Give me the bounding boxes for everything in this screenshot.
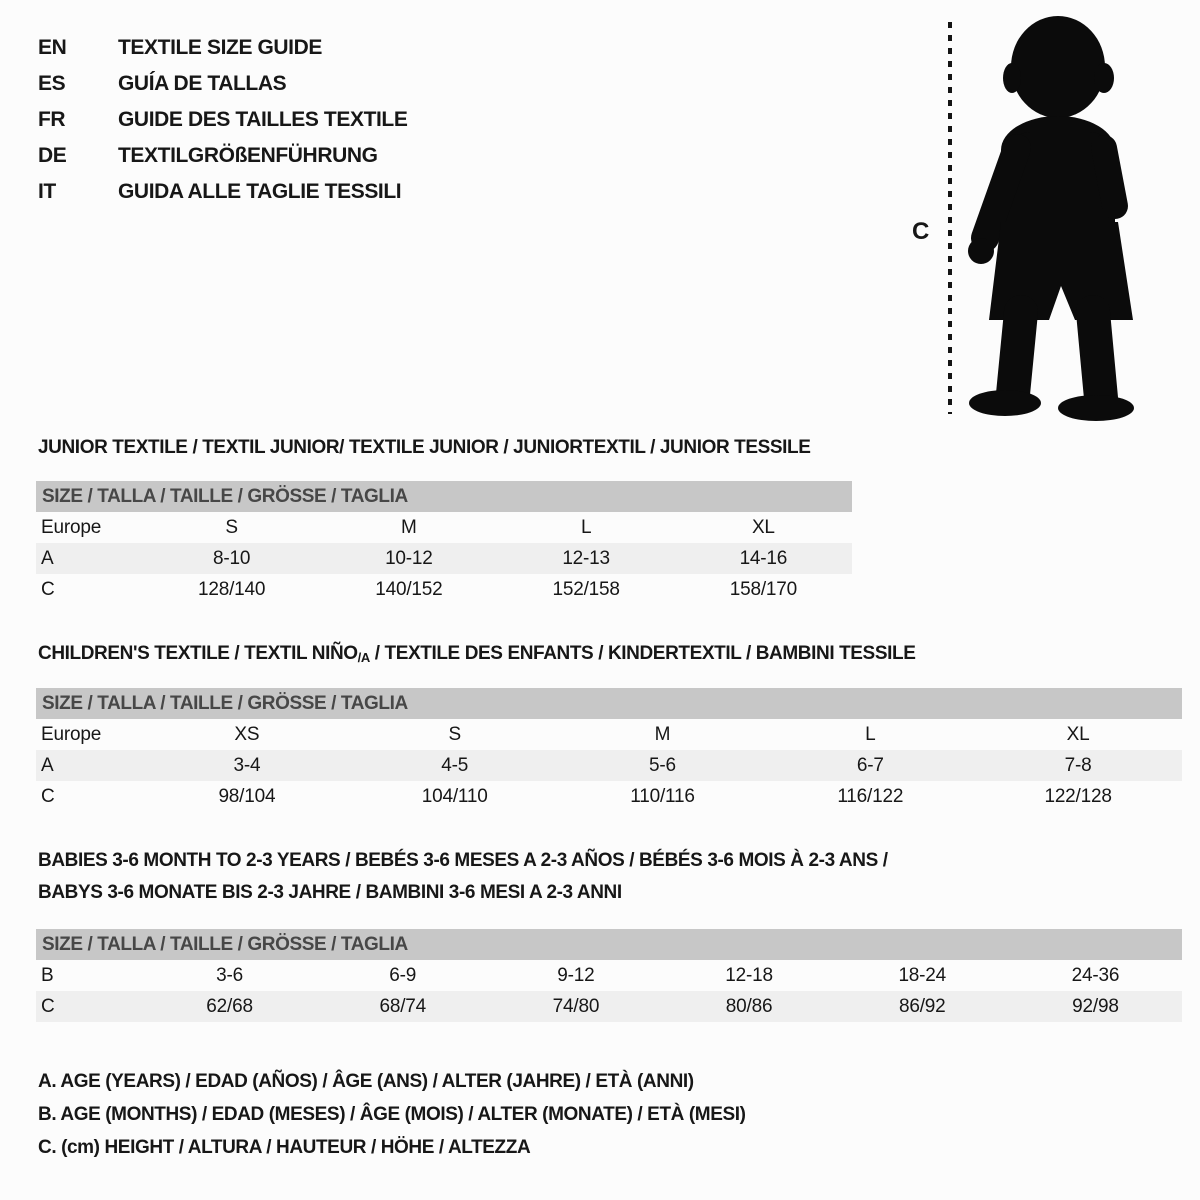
age-cell: 18-24 — [898, 964, 947, 986]
language-row-en — [38, 30, 407, 66]
row-label: C — [41, 995, 55, 1017]
age-cell: 12-18 — [725, 964, 773, 986]
height-cell: 140/152 — [375, 578, 443, 600]
age-cell: 9-12 — [557, 964, 595, 986]
height-cell: 98/104 — [218, 785, 276, 807]
junior-age-row — [36, 543, 852, 574]
babies-months-row — [36, 960, 1182, 991]
size-cell: S — [225, 516, 238, 538]
children-height-row — [36, 781, 1182, 812]
heading-text: / TEXTILE DES ENFANTS / KINDERTEXTIL / BAMBINI TESSILE — [369, 643, 916, 664]
height-cell: 152/158 — [552, 578, 620, 600]
size-cell: XS — [234, 723, 260, 745]
row-label: A — [41, 547, 54, 569]
row-label: C — [41, 785, 55, 807]
row-label: B — [41, 964, 54, 986]
babies-height-row — [36, 991, 1182, 1022]
row-label: Europe — [41, 516, 102, 538]
age-cell: 3-4 — [233, 754, 261, 776]
height-cell: 158/170 — [729, 578, 798, 600]
height-cell: 74/80 — [552, 995, 600, 1017]
legend-age-months: B. AGE (MONTHS) / EDAD (MESES) / ÂGE (MOIS) / ALTER (MONATE) / ETÀ (MESI) — [38, 1104, 746, 1125]
heading-subscript: /A — [357, 650, 370, 665]
language-code: FR — [38, 108, 66, 131]
size-cell: M — [401, 516, 417, 538]
children-europe-row — [36, 719, 1182, 750]
size-cell: L — [865, 723, 876, 745]
age-cell: 24-36 — [1071, 964, 1120, 986]
row-label: A — [41, 754, 54, 776]
height-c-label: C — [912, 218, 930, 245]
age-cell: 4-5 — [441, 754, 469, 776]
height-cell: 80/86 — [725, 995, 773, 1017]
language-code: DE — [38, 144, 67, 167]
legend-age-years: A. AGE (YEARS) / EDAD (AÑOS) / ÂGE (ANS) / ALTER (JAHRE) / ETÀ (ANNI) — [38, 1071, 694, 1092]
guide-title: GUIDE DES TAILLES TEXTILE — [118, 108, 408, 131]
age-cell: 6-7 — [856, 754, 884, 776]
language-row-fr — [38, 102, 407, 138]
age-cell: 5-6 — [649, 754, 676, 776]
children-size-header-bar: SIZE / TALLA / TAILLE / GRÖSSE / TAGLIA — [36, 688, 1182, 719]
children-age-row — [36, 750, 1182, 781]
language-list — [38, 30, 407, 210]
babies-section-heading-line2: BABYS 3-6 MONATE BIS 2-3 JAHRE / BAMBINI 3-6 MESI A 2-3 ANNI — [38, 882, 622, 903]
size-cell: XL — [1066, 723, 1090, 745]
age-cell: 12-13 — [562, 547, 610, 569]
height-cell: 110/116 — [630, 785, 695, 807]
junior-section-heading: JUNIOR TEXTILE / TEXTIL JUNIOR/ TEXTILE JUNIOR / JUNIORTEXTIL / JUNIOR TESSILE — [38, 437, 811, 458]
language-code: EN — [38, 36, 67, 59]
height-cell: 68/74 — [379, 995, 427, 1017]
language-row-it — [38, 174, 407, 210]
size-cell: XL — [751, 516, 775, 538]
junior-europe-row — [36, 512, 852, 543]
legend-height-cm: C. (cm) HEIGHT / ALTURA / HAUTEUR / HÖHE / ALTEZZA — [38, 1137, 531, 1158]
toddler-silhouette-image — [963, 10, 1153, 422]
row-label: Europe — [41, 723, 102, 745]
junior-size-header-bar: SIZE / TALLA / TAILLE / GRÖSSE / TAGLIA — [36, 481, 852, 512]
age-cell: 8-10 — [213, 547, 251, 569]
children-section-heading — [38, 643, 915, 665]
age-cell: 14-16 — [739, 547, 788, 569]
heading-text: CHILDREN'S TEXTILE / TEXTIL NIÑO — [38, 643, 358, 664]
age-cell: 7-8 — [1064, 754, 1092, 776]
height-cell: 116/122 — [837, 785, 904, 807]
height-cell: 62/68 — [206, 995, 253, 1017]
guide-title: TEXTILE SIZE GUIDE — [118, 36, 322, 59]
babies-section-heading-line1: BABIES 3-6 MONTH TO 2-3 YEARS / BEBÉS 3-6 MESES A 2-3 AÑOS / BÉBÉS 3-6 MOIS À 2-3 ANS / — [38, 850, 888, 871]
language-row-es — [38, 66, 407, 102]
guide-title: GUIDA ALLE TAGLIE TESSILI — [118, 180, 402, 203]
guide-title: GUÍA DE TALLAS — [118, 72, 287, 95]
age-cell: 10-12 — [385, 547, 433, 569]
height-cell: 122/128 — [1044, 785, 1112, 807]
size-cell: M — [654, 723, 671, 745]
row-label: C — [41, 578, 55, 600]
guide-title: TEXTILGRÖßENFÜHRUNG — [118, 144, 378, 167]
size-cell: S — [448, 723, 461, 745]
junior-height-row — [36, 574, 852, 605]
height-cell: 92/98 — [1072, 995, 1119, 1017]
age-cell: 3-6 — [216, 964, 244, 986]
size-cell: L — [580, 516, 592, 538]
height-cell: 104/110 — [421, 785, 488, 807]
height-cell: 86/92 — [898, 995, 946, 1017]
height-cell: 128/140 — [197, 578, 266, 600]
language-code: IT — [38, 180, 56, 203]
language-row-de — [38, 138, 407, 174]
height-measure-dashed-line — [948, 22, 952, 414]
language-code: ES — [38, 72, 66, 95]
age-cell: 6-9 — [389, 964, 417, 986]
babies-size-header-bar: SIZE / TALLA / TAILLE / GRÖSSE / TAGLIA — [36, 929, 1182, 960]
